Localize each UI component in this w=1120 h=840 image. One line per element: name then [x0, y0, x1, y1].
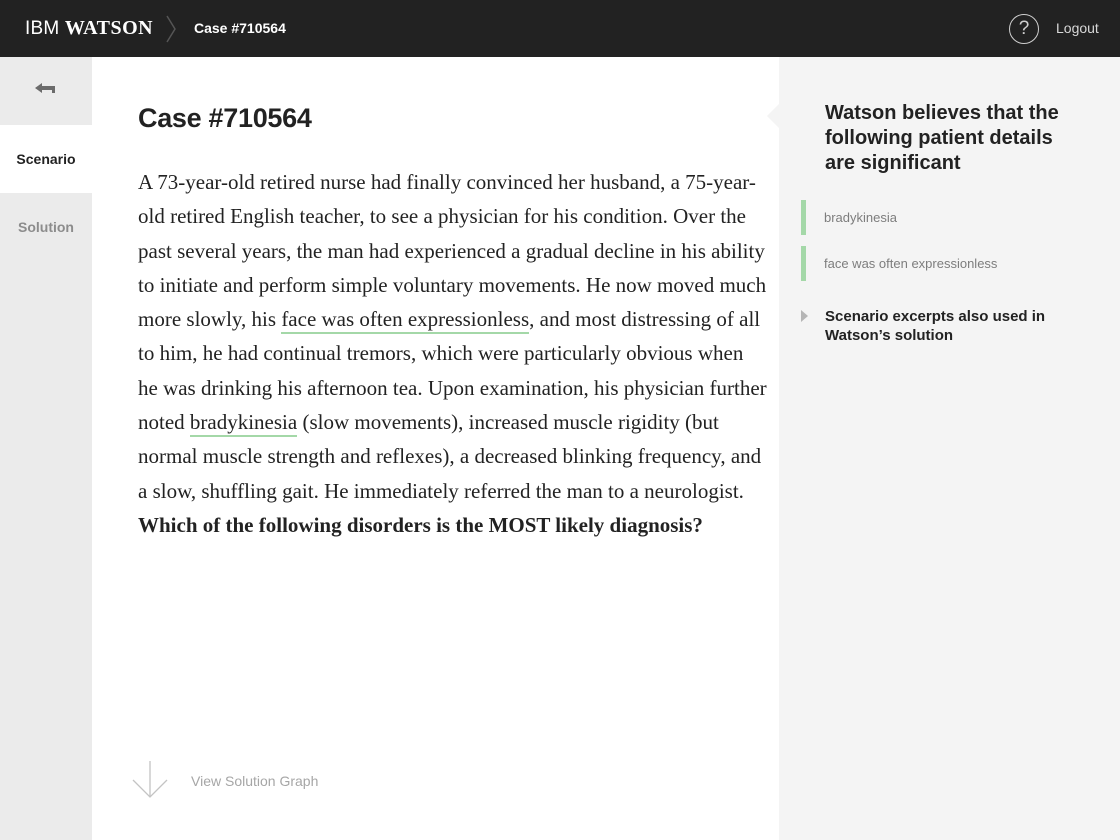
- back-button[interactable]: [0, 57, 92, 125]
- scenario-text-part-2: , and most distressing of all to him, he had continual tremors, which were particularly obvious when he was drinking his afternoon tea. Upon examination, his physician further noted: [138, 307, 767, 435]
- detail-item-face-expressionless[interactable]: face was often expressionless: [801, 246, 997, 281]
- detail-item-bradykinesia[interactable]: bradykinesia: [801, 200, 897, 235]
- scenario-text-part-1: A 73-year-old retired nurse had finally convinced her husband, a 75-year-old retired English teacher, to see a physician for his condition. Over the past several years, the man had experienced a gradual decline in his ability to initiate and perform simple voluntary movements. He now moved much more slowly, his: [138, 170, 767, 332]
- page-title: Case #710564: [138, 103, 312, 133]
- nav-tab-scenario[interactable]: Scenario: [0, 125, 92, 193]
- panel-pointer: [767, 104, 779, 128]
- main-content: [92, 57, 779, 840]
- top-bar: [0, 0, 1120, 57]
- highlight-face-expressionless[interactable]: face was often expressionless: [281, 307, 529, 334]
- back-arrow-icon: [35, 81, 57, 97]
- view-solution-graph-button[interactable]: [130, 760, 330, 800]
- brand-logo[interactable]: [25, 17, 153, 40]
- scenario-question: Which of the following disorders is the MOST likely diagnosis?: [138, 512, 703, 537]
- view-solution-graph-label: View Solution Graph: [191, 773, 319, 789]
- down-arrow-icon: [130, 760, 170, 800]
- breadcrumb-case-title[interactable]: Case #710564: [194, 20, 286, 36]
- nav-tab-solution[interactable]: Solution: [0, 193, 92, 261]
- breadcrumb-chevron-icon: [160, 14, 180, 44]
- scenario-excerpts-label: Scenario excerpts also used in Watson’s solution: [825, 308, 1046, 344]
- highlight-bradykinesia[interactable]: bradykinesia: [190, 410, 297, 437]
- brand-name: WATSON: [64, 17, 154, 39]
- side-nav: [0, 57, 92, 840]
- panel-heading: Watson believes that the following patient details are significant: [825, 102, 1059, 174]
- logout-button[interactable]: Logout: [1056, 20, 1099, 36]
- brand-prefix: IBM: [25, 18, 60, 39]
- scenario-text-part-3: (slow movements), increased muscle rigidity (but normal muscle strength and reflexes), a decreased blinking frequency, and a slow, shuffling gait. He immediately referred the man to a neurologist.: [138, 410, 762, 503]
- scenario-text: [138, 165, 768, 542]
- expand-triangle-icon: [801, 310, 808, 322]
- help-button[interactable]: ?: [1009, 14, 1039, 44]
- significant-details-panel: [779, 57, 1120, 840]
